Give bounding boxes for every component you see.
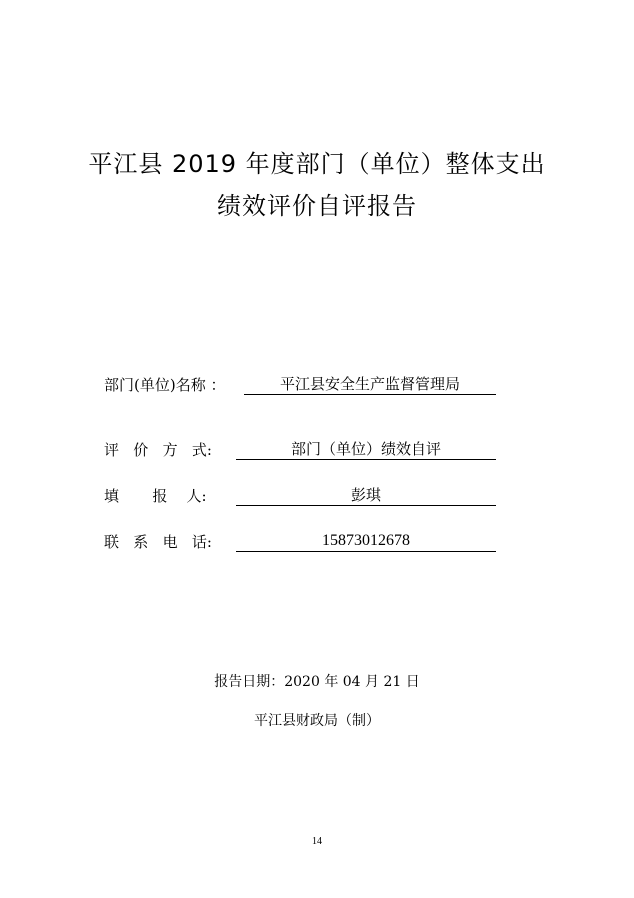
evaluation-method-value: 部门（单位）绩效自评 <box>236 439 496 460</box>
filler-value: 彭琪 <box>236 485 496 506</box>
contact-phone-label: 联 系 电 话: <box>104 533 212 551</box>
contact-phone-value: 15873012678 <box>236 531 496 552</box>
issuer: 平江县财政局（制） <box>254 713 380 729</box>
report-date: 报告日期：2020 年 04 月 21 日 <box>214 674 420 690</box>
report-title-line-1: 平江县 2019 年度部门（单位）整体支出 <box>88 150 546 178</box>
department-name-value: 平江县安全生产监督管理局 <box>244 374 496 395</box>
report-title-line-2: 绩效评价自评报告 <box>217 192 417 220</box>
filler-label: 填 报 人: <box>104 487 207 505</box>
evaluation-method-label: 评 价 方 式: <box>104 441 212 459</box>
department-name-label: 部门(单位)名称 ： <box>104 376 226 394</box>
page-number: 14 <box>312 836 322 847</box>
